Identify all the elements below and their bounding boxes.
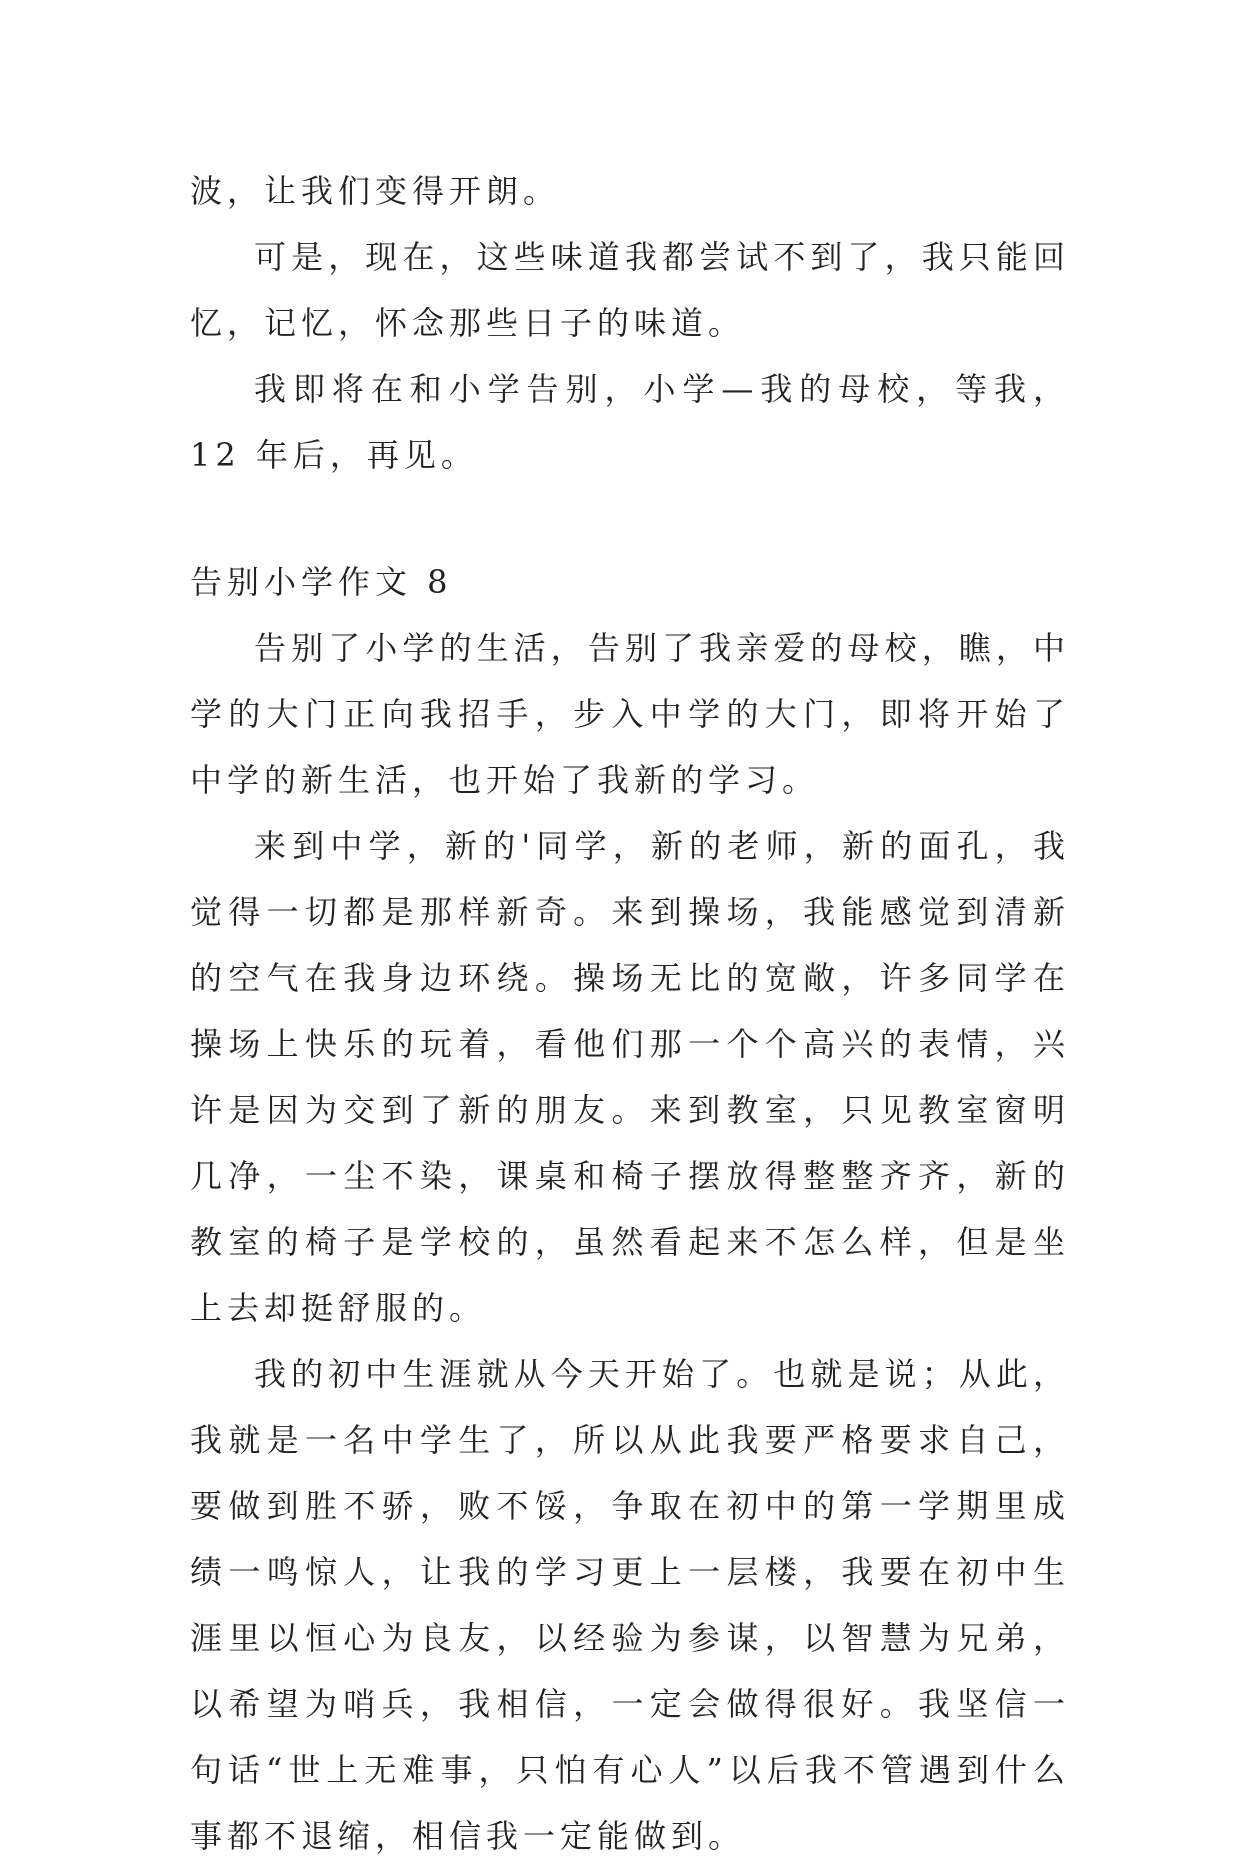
paragraph: 告别了小学的生活，告别了我亲爱的母校，瞧，中学的大门正向我招手，步入中学的大门，即将开始了中学的新生活，也开始了我新的学习。 — [190, 629, 1070, 799]
section-title: 告别小学作文 8 — [190, 563, 453, 601]
document-body — [190, 158, 1070, 1869]
paragraph: 我即将在和小学告别，小学—我的母校，等我，12 年后，再见。 — [190, 370, 1070, 474]
paragraph: 可是，现在，这些味道我都尝试不到了，我只能回忆，记忆，怀念那些日子的味道。 — [190, 238, 1070, 342]
paragraph-continuation: 波，让我们变得开朗。 — [190, 172, 561, 210]
paragraph: 来到中学，新的'同学，新的老师，新的面孔，我觉得一切都是那样新奇。来到操场，我能感觉到清新的空气在我身边环绕。操场无比的宽敞，许多同学在操场上快乐的玩着，看他们那一个个高兴的表情，兴许是因为交到了新的朋友。来到教室，只见教室窗明几净，一尘不染，课桌和椅子摆放得整整齐齐，新的教室的椅子是学校的，虽然看起来不怎么样，但是坐上去却挺舒服的。 — [190, 827, 1070, 1327]
paragraph: 我的初中生涯就从今天开始了。也就是说；从此，我就是一名中学生了，所以从此我要严格要求自己，要做到胜不骄，败不馁，争取在初中的第一学期里成绩一鸣惊人，让我的学习更上一层楼，我要在初中生涯里以恒心为良友，以经验为参谋，以智慧为兄弟，以希望为哨兵，我相信，一定会做得很好。我坚信一句话“世上无难事，只怕有心人”以后我不管遇到什么事都不退缩，相信我一定能做到。 — [190, 1355, 1070, 1855]
